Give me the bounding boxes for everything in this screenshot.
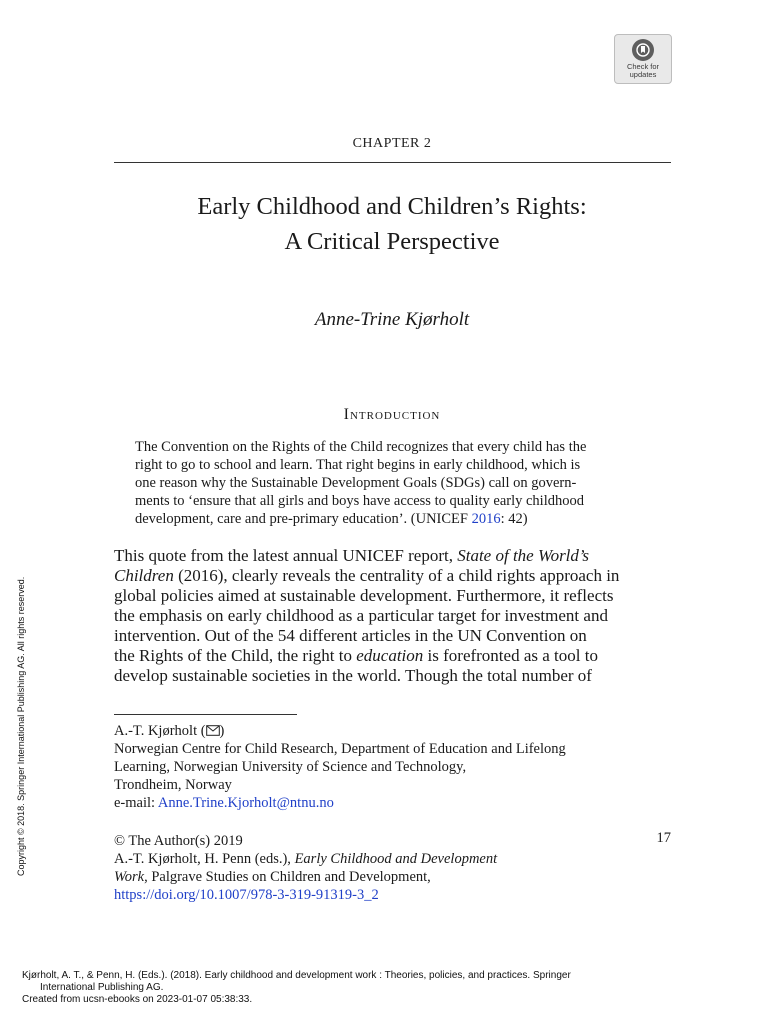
body-line: intervention. Out of the 54 different articles in the UN Convention on bbox=[114, 626, 587, 645]
doi-link[interactable]: https://doi.org/10.1007/978-3-319-91319-3_2 bbox=[114, 887, 379, 903]
citation-year-link[interactable]: 2016 bbox=[471, 511, 501, 527]
chapter-author: Anne-Trine Kjørholt bbox=[314, 309, 470, 330]
quote-line: ments to ‘ensure that all girls and boys have access to quality early childhood bbox=[135, 493, 584, 509]
chapter-label: CHAPTER 2 bbox=[352, 136, 432, 151]
email-link[interactable]: Anne.Trine.Kjorholt@ntnu.no bbox=[157, 795, 334, 811]
chapter-title-line-1: Early Childhood and Children’s Rights: bbox=[197, 193, 587, 220]
affiliation-line: Trondheim, Norway bbox=[114, 777, 232, 793]
body-line: the Rights of the Child, the right to education is forefronted as a tool to bbox=[114, 646, 598, 665]
body-line: the emphasis on early childhood as a particular target for investment and bbox=[114, 606, 608, 625]
body-line: Children (2016), clearly reveals the centrality of a child rights approach in bbox=[114, 566, 620, 585]
citation-line: Created from ucsn-ebooks on 2023-01-07 05:38:33. bbox=[22, 994, 253, 1005]
book-reference-line: A.-T. Kjørholt, H. Penn (eds.), Early Childhood and Development bbox=[114, 851, 498, 867]
badge-line-2: updates bbox=[629, 70, 657, 79]
footnote-divider bbox=[114, 714, 297, 715]
book-reference-line: Work, Palgrave Studies on Children and Development, bbox=[114, 869, 431, 885]
affiliation-line: Learning, Norwegian University of Science and Technology, bbox=[114, 759, 467, 775]
envelope-icon[interactable] bbox=[206, 723, 220, 741]
page-number: 17 bbox=[656, 830, 671, 846]
bookmark-icon bbox=[632, 39, 654, 61]
quote-line: right to go to school and learn. That right begins in early childhood, which is bbox=[135, 457, 581, 473]
email-line: e-mail: Anne.Trine.Kjorholt@ntnu.no bbox=[114, 795, 334, 811]
affiliation-line: Norwegian Centre for Child Research, Department of Education and Lifelong bbox=[114, 741, 566, 757]
chapter-divider bbox=[114, 162, 671, 163]
badge-line-1: Check for bbox=[626, 62, 660, 71]
side-copyright-note: Copyright © 2018. Springer International Publishing AG. All rights reserved. bbox=[16, 576, 26, 876]
chapter-title-line-2: A Critical Perspective bbox=[284, 228, 500, 255]
body-line: global policies aimed at sustainable development. Furthermore, it reflects bbox=[114, 586, 614, 605]
author-affiliation-name: A.-T. Kjørholt ( ) bbox=[114, 723, 225, 739]
citation-line: International Publishing AG. bbox=[40, 982, 164, 993]
section-heading: Introduction bbox=[343, 406, 441, 423]
copyright-notice: © The Author(s) 2019 bbox=[114, 833, 243, 849]
citation-line: Kjørholt, A. T., & Penn, H. (Eds.). (2018). Early childhood and development work : Theories, policies, and practices. Springer bbox=[22, 970, 571, 981]
body-line: This quote from the latest annual UNICEF report, State of the World’s bbox=[114, 546, 589, 565]
quote-line: development, care and pre-primary education’. (UNICEF 2016: 42) bbox=[135, 511, 528, 527]
body-line: develop sustainable societies in the world. Though the total number of bbox=[114, 666, 592, 685]
quote-line: The Convention on the Rights of the Child recognizes that every child has the bbox=[135, 439, 587, 455]
quote-line: one reason why the Sustainable Development Goals (SDGs) call on govern- bbox=[135, 475, 577, 491]
check-for-updates-badge[interactable] bbox=[614, 34, 672, 84]
doi-line bbox=[114, 886, 379, 904]
